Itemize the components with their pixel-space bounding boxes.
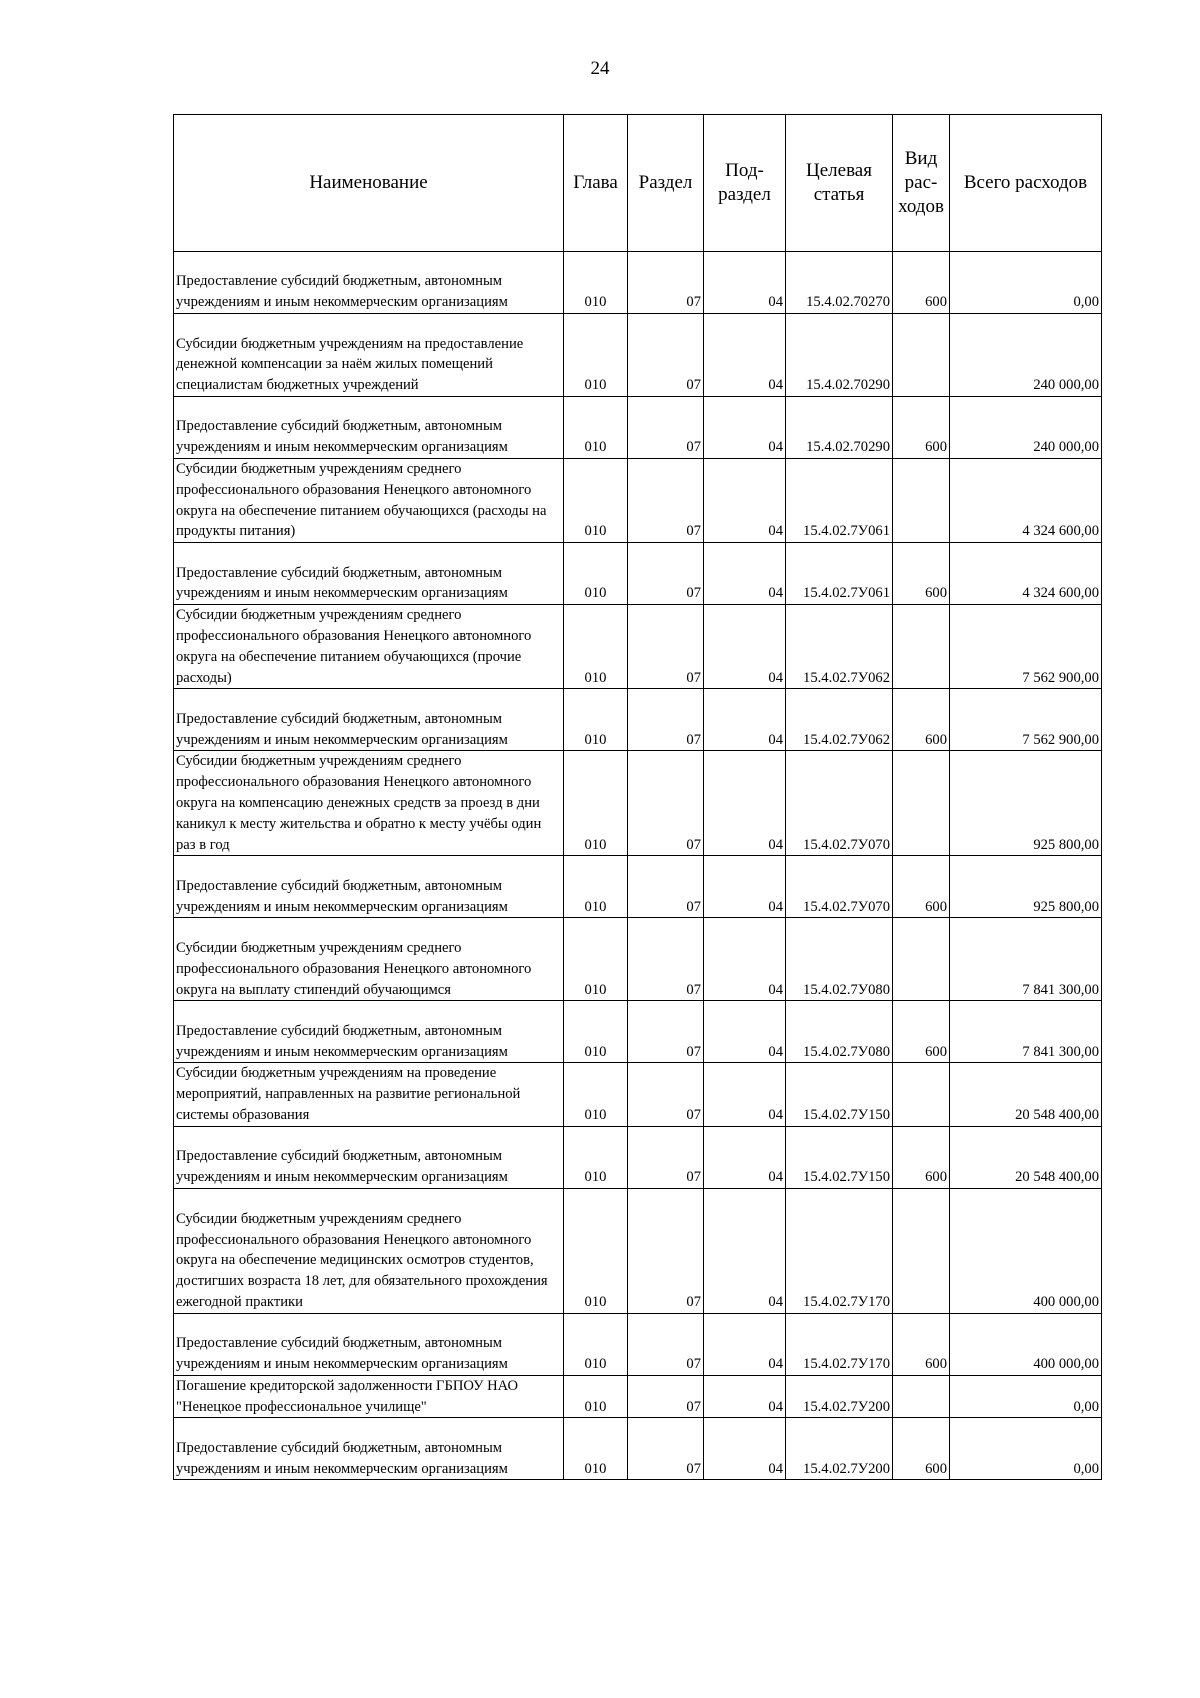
cell-target-article: 15.4.02.7У062 [786,689,893,751]
cell-target-article: 15.4.02.7У061 [786,543,893,605]
cell-name: Предоставление субсидий бюджетным, автономным учреждениям и иным некоммерческим организациям [174,252,564,314]
cell-subsection: 04 [704,918,786,1001]
cell-section: 07 [628,459,704,543]
cell-subsection: 04 [704,856,786,918]
cell-chapter: 010 [564,1418,628,1480]
table-row [174,1126,1102,1188]
cell-section: 07 [628,1313,704,1375]
cell-chapter: 010 [564,689,628,751]
cell-section: 07 [628,1375,704,1418]
table-row [174,397,1102,459]
cell-expense-type [893,751,950,856]
cell-chapter: 010 [564,459,628,543]
table-row [174,751,1102,856]
header-target-article: Целевая статья [786,115,893,252]
header-section: Раздел [628,115,704,252]
cell-expense-type [893,1188,950,1313]
cell-expense-type [893,314,950,397]
cell-section: 07 [628,543,704,605]
cell-expense-type [893,918,950,1001]
cell-expense-type: 600 [893,1001,950,1063]
cell-name: Погашение кредиторской задолженности ГБПОУ НАО "Ненецкое профессиональное училище" [174,1375,564,1418]
cell-name: Субсидии бюджетным учреждениям среднего профессионального образования Ненецкого автономного округа на выплату стипендий обучающимся [174,918,564,1001]
cell-target-article: 15.4.02.7У200 [786,1375,893,1418]
cell-chapter: 010 [564,397,628,459]
cell-total: 240 000,00 [950,314,1102,397]
cell-target-article: 15.4.02.7У200 [786,1418,893,1480]
cell-expense-type: 600 [893,252,950,314]
cell-chapter: 010 [564,751,628,856]
cell-name: Предоставление субсидий бюджетным, автономным учреждениям и иным некоммерческим организациям [174,397,564,459]
cell-name: Субсидии бюджетным учреждениям среднего профессионального образования Ненецкого автономного округа на обеспечение медицинских осмотров студентов, достигших возраста 18 лет, для обязательного прохождения ежегодной практики [174,1188,564,1313]
cell-total: 0,00 [950,1375,1102,1418]
cell-name: Предоставление субсидий бюджетным, автономным учреждениям и иным некоммерческим организациям [174,543,564,605]
cell-expense-type [893,1375,950,1418]
cell-total: 925 800,00 [950,856,1102,918]
cell-section: 07 [628,689,704,751]
cell-section: 07 [628,252,704,314]
cell-subsection: 04 [704,605,786,689]
cell-chapter: 010 [564,605,628,689]
cell-chapter: 010 [564,1126,628,1188]
table-row [174,605,1102,689]
cell-name: Субсидии бюджетным учреждениям на проведение мероприятий, направленных на развитие региональной системы образования [174,1063,564,1126]
header-row [174,115,1102,252]
cell-target-article: 15.4.02.7У061 [786,459,893,543]
cell-chapter: 010 [564,1375,628,1418]
cell-chapter: 010 [564,1188,628,1313]
table-row [174,459,1102,543]
header-name: Наименование [174,115,564,252]
cell-target-article: 15.4.02.7У070 [786,856,893,918]
cell-target-article: 15.4.02.7У062 [786,605,893,689]
cell-subsection: 04 [704,751,786,856]
cell-name: Предоставление субсидий бюджетным, автономным учреждениям и иным некоммерческим организациям [174,689,564,751]
cell-expense-type: 600 [893,543,950,605]
table-row [174,314,1102,397]
cell-subsection: 04 [704,252,786,314]
cell-subsection: 04 [704,459,786,543]
table-body [174,252,1102,1480]
table-row [174,918,1102,1001]
cell-total: 7 841 300,00 [950,1001,1102,1063]
cell-total: 7 562 900,00 [950,689,1102,751]
cell-chapter: 010 [564,1313,628,1375]
cell-name: Предоставление субсидий бюджетным, автономным учреждениям и иным некоммерческим организациям [174,1313,564,1375]
cell-total: 20 548 400,00 [950,1126,1102,1188]
page-number: 24 [590,58,610,79]
cell-total: 400 000,00 [950,1188,1102,1313]
cell-expense-type: 600 [893,689,950,751]
cell-expense-type: 600 [893,1313,950,1375]
cell-total: 7 841 300,00 [950,918,1102,1001]
cell-section: 07 [628,397,704,459]
cell-target-article: 15.4.02.7У170 [786,1313,893,1375]
cell-subsection: 04 [704,314,786,397]
table-row [174,1188,1102,1313]
cell-expense-type: 600 [893,856,950,918]
cell-chapter: 010 [564,543,628,605]
cell-target-article: 15.4.02.70270 [786,252,893,314]
header-chapter: Глава [564,115,628,252]
cell-target-article: 15.4.02.7У150 [786,1063,893,1126]
cell-subsection: 04 [704,1313,786,1375]
cell-section: 07 [628,1001,704,1063]
cell-subsection: 04 [704,397,786,459]
cell-subsection: 04 [704,1375,786,1418]
cell-name: Субсидии бюджетным учреждениям среднего профессионального образования Ненецкого автономного округа на обеспечение питанием обучающихся (прочие расходы) [174,605,564,689]
cell-total: 4 324 600,00 [950,459,1102,543]
cell-chapter: 010 [564,252,628,314]
table-row [174,856,1102,918]
cell-name: Субсидии бюджетным учреждениям на предоставление денежной компенсации за наём жилых помещений специалистам бюджетных учреждений [174,314,564,397]
cell-total: 20 548 400,00 [950,1063,1102,1126]
cell-name: Субсидии бюджетным учреждениям среднего профессионального образования Ненецкого автономного округа на компенсацию денежных средств за проезд в дни каникул к месту жительства и обратно к месту учёбы один раз в год [174,751,564,856]
table-row [174,1375,1102,1418]
cell-section: 07 [628,1418,704,1480]
cell-chapter: 010 [564,314,628,397]
cell-target-article: 15.4.02.70290 [786,314,893,397]
cell-subsection: 04 [704,543,786,605]
header-subsection: Под- раздел [704,115,786,252]
table-row [174,689,1102,751]
cell-chapter: 010 [564,1063,628,1126]
cell-expense-type [893,459,950,543]
cell-subsection: 04 [704,1063,786,1126]
cell-expense-type: 600 [893,397,950,459]
cell-name: Предоставление субсидий бюджетным, автономным учреждениям и иным некоммерческим организациям [174,1001,564,1063]
cell-chapter: 010 [564,1001,628,1063]
cell-name: Предоставление субсидий бюджетным, автономным учреждениям и иным некоммерческим организациям [174,1418,564,1480]
cell-total: 925 800,00 [950,751,1102,856]
cell-subsection: 04 [704,1418,786,1480]
cell-chapter: 010 [564,856,628,918]
cell-section: 07 [628,1126,704,1188]
cell-subsection: 04 [704,1001,786,1063]
cell-expense-type [893,1063,950,1126]
table-row [174,1063,1102,1126]
cell-target-article: 15.4.02.7У150 [786,1126,893,1188]
cell-expense-type: 600 [893,1126,950,1188]
cell-expense-type: 600 [893,1418,950,1480]
cell-target-article: 15.4.02.70290 [786,397,893,459]
table-row [174,1418,1102,1480]
budget-table [173,114,1102,1480]
cell-total: 7 562 900,00 [950,605,1102,689]
cell-total: 0,00 [950,252,1102,314]
cell-target-article: 15.4.02.7У080 [786,918,893,1001]
cell-target-article: 15.4.02.7У070 [786,751,893,856]
header-expense-type: Вид рас- ходов [893,115,950,252]
cell-section: 07 [628,856,704,918]
cell-name: Предоставление субсидий бюджетным, автономным учреждениям и иным некоммерческим организациям [174,1126,564,1188]
cell-total: 400 000,00 [950,1313,1102,1375]
cell-target-article: 15.4.02.7У080 [786,1001,893,1063]
cell-chapter: 010 [564,918,628,1001]
cell-subsection: 04 [704,1188,786,1313]
cell-subsection: 04 [704,1126,786,1188]
cell-target-article: 15.4.02.7У170 [786,1188,893,1313]
table-row [174,1313,1102,1375]
table-row [174,543,1102,605]
cell-total: 240 000,00 [950,397,1102,459]
header-total: Всего расходов [950,115,1102,252]
cell-name: Субсидии бюджетным учреждениям среднего профессионального образования Ненецкого автономного округа на обеспечение питанием обучающихся (расходы на продукты питания) [174,459,564,543]
cell-subsection: 04 [704,689,786,751]
cell-total: 4 324 600,00 [950,543,1102,605]
cell-total: 0,00 [950,1418,1102,1480]
cell-name: Предоставление субсидий бюджетным, автономным учреждениям и иным некоммерческим организациям [174,856,564,918]
cell-section: 07 [628,314,704,397]
table-row [174,252,1102,314]
table-row [174,1001,1102,1063]
cell-section: 07 [628,751,704,856]
cell-section: 07 [628,1188,704,1313]
cell-section: 07 [628,1063,704,1126]
cell-section: 07 [628,605,704,689]
cell-section: 07 [628,918,704,1001]
cell-expense-type [893,605,950,689]
